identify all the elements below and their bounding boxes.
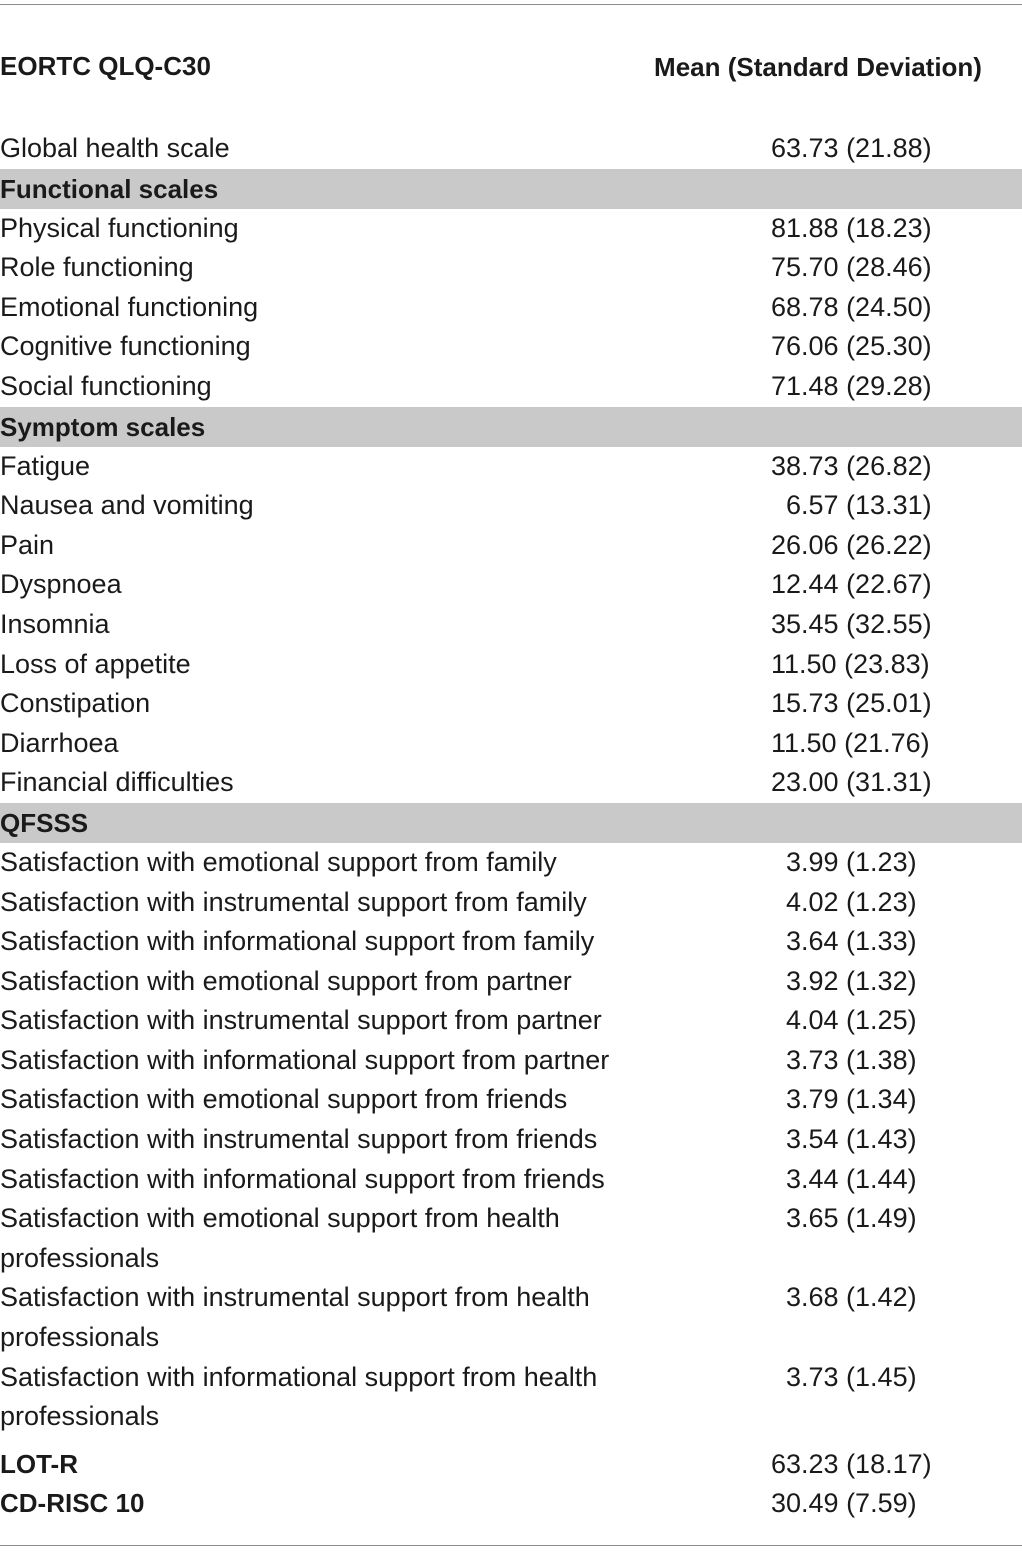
row-label: Satisfaction with informational support from friends	[0, 1163, 605, 1194]
row-label: Diarrhoea	[0, 727, 119, 758]
row-value: 26.06 (26.22)	[771, 529, 932, 560]
table-row	[0, 1358, 1022, 1437]
results-table	[0, 5, 1022, 1524]
row-value: 35.45 (32.55)	[771, 608, 932, 639]
table-row	[0, 922, 1022, 962]
section-header-qfsss	[0, 803, 1022, 843]
row-label: Satisfaction with instrumental support from health professionals	[0, 1282, 590, 1353]
row-label: Fatigue	[0, 450, 91, 481]
row-label: Financial difficulties	[0, 767, 234, 798]
row-value: 23.00 (31.31)	[771, 767, 932, 798]
row-value: 75.70 (28.46)	[771, 252, 932, 283]
table-row	[0, 129, 1022, 169]
row-value: 4.04 (1.25)	[786, 1005, 917, 1036]
table-row	[0, 447, 1022, 487]
row-label: Nausea and vomiting	[0, 490, 254, 521]
table-row	[0, 1484, 1022, 1524]
row-value: 3.99 (1.23)	[786, 846, 917, 877]
table-row	[0, 1080, 1022, 1120]
row-value: 3.73 (1.38)	[786, 1044, 917, 1075]
table-row	[0, 565, 1022, 605]
row-label: Satisfaction with emotional support from health professionals	[0, 1203, 560, 1273]
section-header-functional	[0, 169, 1022, 209]
row-label: Satisfaction with emotional support from friends	[0, 1084, 568, 1115]
row-label: Pain	[0, 529, 55, 560]
table-row	[0, 645, 1022, 685]
row-label: Insomnia	[0, 608, 110, 639]
table-row	[0, 1445, 1022, 1485]
row-label: Social functioning	[0, 370, 212, 401]
row-value: 3.68 (1.42)	[786, 1282, 917, 1313]
row-label: Physical functioning	[0, 212, 239, 243]
row-label: Loss of appetite	[0, 648, 191, 679]
row-label: Global health scale	[0, 133, 230, 163]
row-value: 3.44 (1.44)	[786, 1163, 917, 1194]
row-label: Satisfaction with informational support from family	[0, 926, 595, 957]
section-title: Functional scales	[0, 169, 1022, 209]
row-label: Satisfaction with emotional support from family	[0, 846, 557, 877]
table-row	[0, 962, 1022, 1002]
table-row	[0, 486, 1022, 526]
table-row	[0, 605, 1022, 645]
table-row	[0, 367, 1022, 407]
table-row	[0, 883, 1022, 923]
row-value: 3.64 (1.33)	[786, 926, 917, 957]
row-value: 71.48 (29.28)	[771, 370, 932, 401]
table-row	[0, 1160, 1022, 1200]
table-row	[0, 1120, 1022, 1160]
table-row	[0, 1041, 1022, 1081]
row-label: Emotional functioning	[0, 291, 259, 322]
row-value: 3.54 (1.43)	[786, 1124, 917, 1155]
row-label: Satisfaction with instrumental support from friends	[0, 1124, 598, 1155]
table-row	[0, 1001, 1022, 1041]
row-label: Satisfaction with informational support from health professionals	[0, 1361, 598, 1432]
row-value: 3.65 (1.49)	[786, 1203, 917, 1234]
table-row	[0, 763, 1022, 803]
row-value: 63.23 (18.17)	[771, 1448, 932, 1479]
table-row	[0, 1278, 1022, 1357]
header-mean-sd: Mean (Standard Deviation)	[654, 51, 982, 82]
row-value: 81.88 (18.23)	[771, 212, 932, 243]
row-label: Constipation	[0, 688, 151, 719]
table-row	[0, 327, 1022, 367]
row-value: 76.06 (25.30)	[771, 331, 932, 362]
section-title: Symptom scales	[0, 407, 1022, 447]
row-label: Satisfaction with informational support from partner	[0, 1044, 610, 1075]
table-row	[0, 288, 1022, 328]
row-label: Role functioning	[0, 252, 194, 283]
row-label: LOT-R	[0, 1448, 78, 1479]
table-row	[0, 248, 1022, 288]
table-row	[0, 526, 1022, 566]
row-label: Satisfaction with emotional support from partner	[0, 965, 572, 996]
row-value: 3.79 (1.34)	[786, 1084, 917, 1115]
row-value: 15.73 (25.01)	[771, 688, 932, 719]
row-label: CD-RISC 10	[0, 1488, 145, 1519]
row-value: 6.57 (13.31)	[786, 490, 932, 521]
row-label: Dyspnoea	[0, 569, 122, 600]
row-value: 12.44 (22.67)	[771, 569, 932, 600]
table-row	[0, 843, 1022, 883]
table-bottom-rule	[0, 1545, 1022, 1546]
row-value: 63.73 (21.88)	[771, 133, 932, 163]
row-value: 38.73 (26.82)	[771, 450, 932, 481]
table-row	[0, 724, 1022, 764]
row-value: 3.73 (1.45)	[786, 1361, 917, 1392]
section-title: QFSSS	[0, 803, 1022, 843]
row-value: 68.78 (24.50)	[771, 291, 932, 322]
row-label: Cognitive functioning	[0, 331, 251, 362]
table-row	[0, 1199, 1022, 1278]
header-measure: EORTC QLQ-C30	[0, 51, 211, 82]
row-label: Satisfaction with instrumental support from family	[0, 886, 587, 917]
row-value: 4.02 (1.23)	[786, 886, 917, 917]
row-label: Satisfaction with instrumental support from partner	[0, 1005, 602, 1036]
row-value: 11.50 (21.76)	[771, 727, 930, 758]
row-value: 11.50 (23.83)	[771, 648, 930, 679]
section-header-symptom	[0, 407, 1022, 447]
table-row	[0, 209, 1022, 249]
spacer-row	[0, 1437, 1022, 1445]
row-value: 3.92 (1.32)	[786, 965, 917, 996]
row-value: 30.49 (7.59)	[771, 1488, 917, 1519]
table-header-row	[0, 5, 1022, 129]
table-row	[0, 684, 1022, 724]
